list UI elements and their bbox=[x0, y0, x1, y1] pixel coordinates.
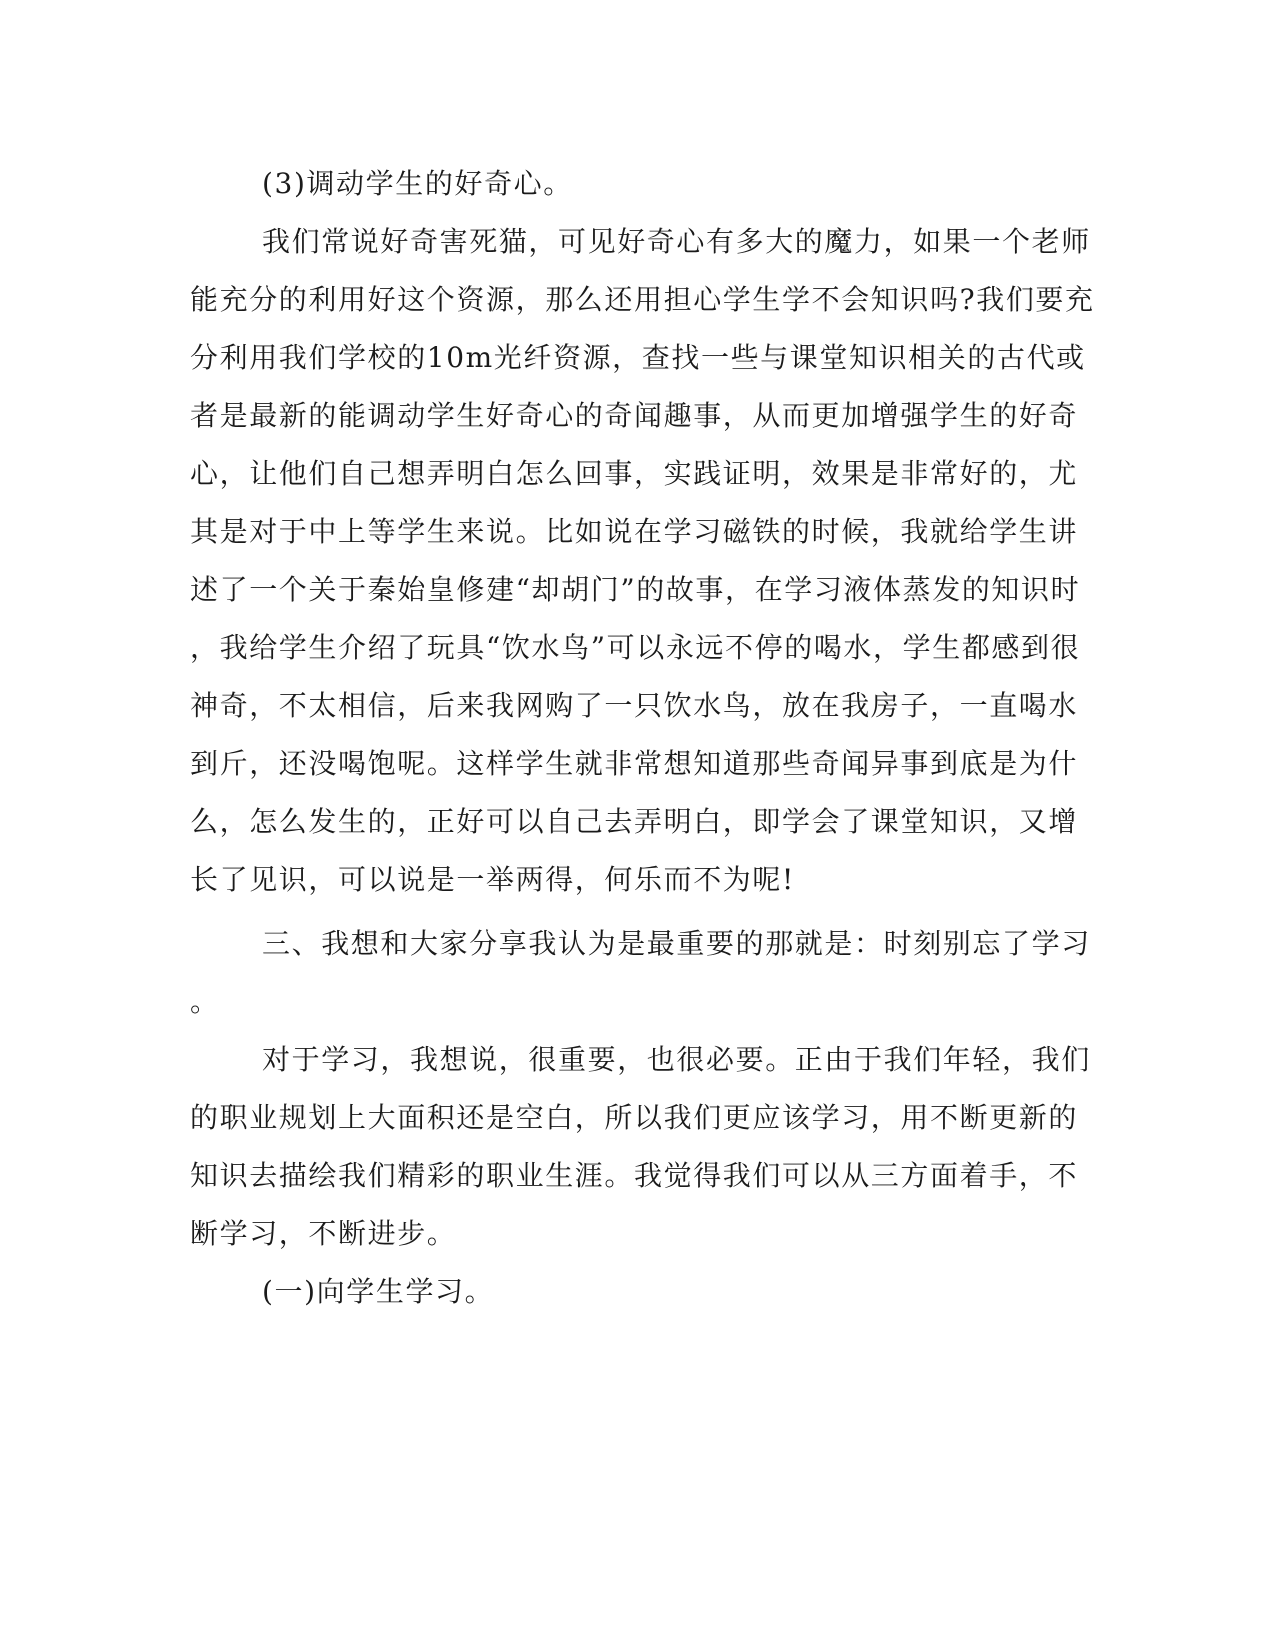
paragraph-line: 其是对于中上等学生来说。比如说在学习磁铁的时候，我就给学生讲 bbox=[190, 515, 1079, 548]
subheading-curiosity: (3)调动学生的好奇心。 bbox=[262, 167, 573, 200]
paragraph-line: 的职业规划上大面积还是空白，所以我们更应该学习，用不断更新的 bbox=[190, 1101, 1079, 1134]
paragraph-line: 到斤，还没喝饱呢。这样学生就非常想知道那些奇闻异事到底是为什 bbox=[190, 747, 1079, 780]
paragraph-line: 者是最新的能调动学生好奇心的奇闻趣事，从而更加增强学生的好奇 bbox=[190, 399, 1079, 432]
paragraph-line: 心，让他们自己想弄明白怎么回事，实践证明，效果是非常好的，尤 bbox=[190, 457, 1079, 490]
paragraph-line: 知识去描绘我们精彩的职业生涯。我觉得我们可以从三方面着手，不 bbox=[190, 1159, 1079, 1192]
paragraph-line: 能充分的利用好这个资源，那么还用担心学生学不会知识吗?我们要充 bbox=[190, 283, 1095, 316]
section-heading-continuation: 。 bbox=[190, 985, 220, 1018]
paragraph-line: 述了一个关于秦始皇修建“却胡门”的故事，在学习液体蒸发的知识时 bbox=[190, 573, 1081, 606]
section-heading-learning: 三、我想和大家分享我认为是最重要的那就是：时刻别忘了学习 bbox=[262, 927, 1091, 960]
paragraph-line: 断学习，不断进步。 bbox=[190, 1217, 457, 1250]
paragraph-line: 我们常说好奇害死猫，可见好奇心有多大的魔力，如果一个老师 bbox=[262, 225, 1091, 258]
subheading-learn-from-students: (一)向学生学习。 bbox=[262, 1275, 495, 1308]
paragraph-line: 么，怎么发生的，正好可以自己去弄明白，即学会了课堂知识，又增 bbox=[190, 805, 1079, 838]
paragraph-line: 长了见识，可以说是一举两得，何乐而不为呢! bbox=[190, 863, 795, 896]
paragraph-line: 神奇，不太相信，后来我网购了一只饮水鸟，放在我房子，一直喝水 bbox=[190, 689, 1079, 722]
paragraph-line: 对于学习，我想说，很重要，也很必要。正由于我们年轻，我们 bbox=[262, 1043, 1091, 1076]
paragraph-line: 分利用我们学校的10m光纤资源，查找一些与课堂知识相关的古代或 bbox=[190, 341, 1086, 374]
paragraph-line: ，我给学生介绍了玩具“饮水鸟”可以永远不停的喝水，学生都感到很 bbox=[190, 631, 1081, 664]
